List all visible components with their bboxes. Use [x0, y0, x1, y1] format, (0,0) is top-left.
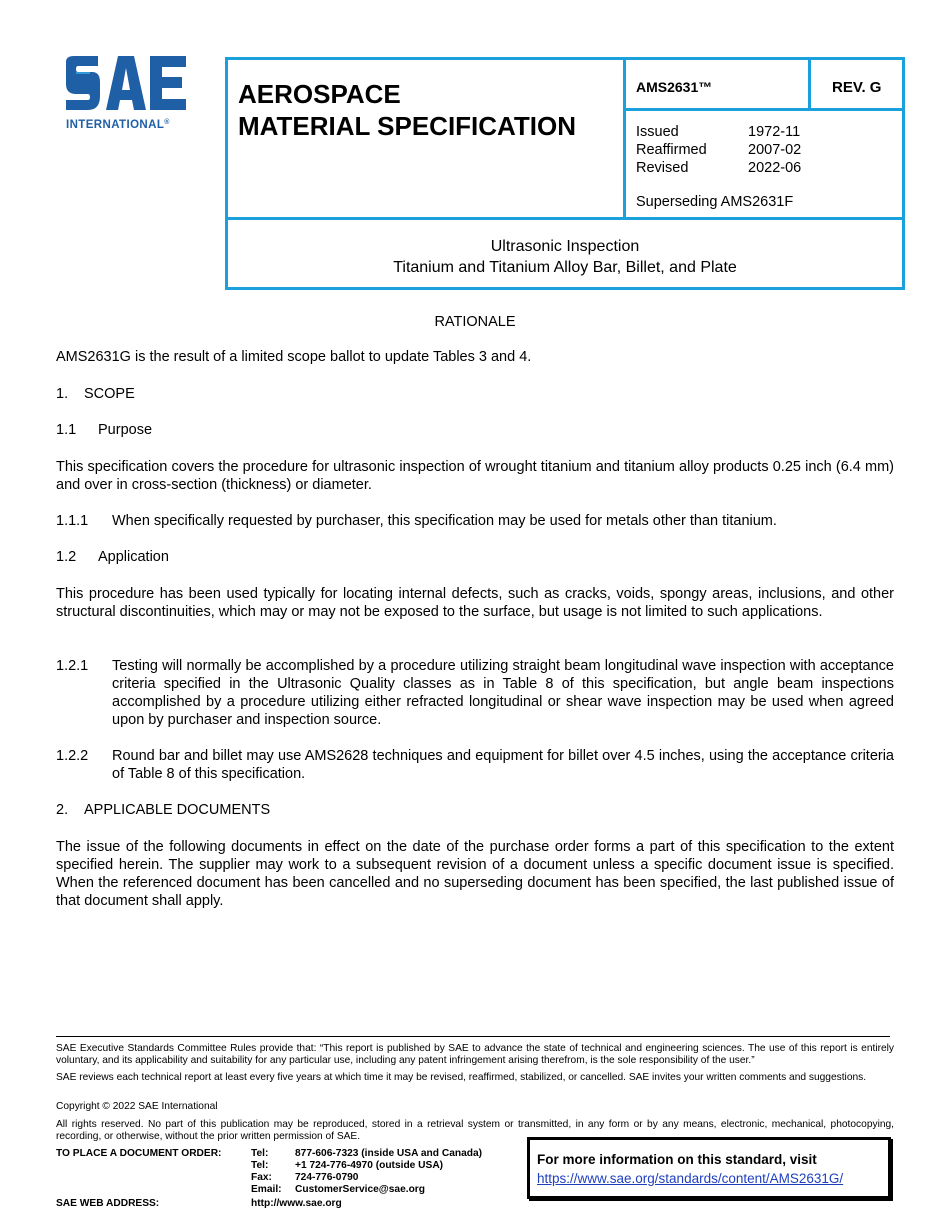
web-address-label: SAE WEB ADDRESS:: [56, 1198, 160, 1209]
standard-url-link[interactable]: https://www.sae.org/standards/content/AMS2631G/: [537, 1171, 844, 1186]
section-1-1-1-text: When specifically requested by purchaser, this specification may be used for metals other than titanium.: [112, 513, 777, 529]
section-1-1-title: Purpose: [98, 422, 153, 438]
rationale-text: AMS2631G is the result of a limited scope ballot to update Tables 3 and 4.: [56, 349, 532, 365]
section-2-title: APPLICABLE DOCUMENTS: [84, 802, 271, 818]
sae-logo-tagline: INTERNATIONAL®: [66, 119, 170, 131]
spec-type-title: AEROSPACE MATERIAL SPECIFICATION: [238, 79, 576, 141]
section-1-2-title: Application: [98, 549, 169, 565]
superseding-note: Superseding AMS2631F: [636, 194, 794, 210]
web-address-link[interactable]: http://www.sae.org: [251, 1198, 342, 1209]
section-2-text: The issue of the following documents in effect on the date of the purchase order forms a part of this specification to the extent specified herein. The supplier may work to a subsequent revision of a document unless a specific document issue is specified. When the referenced document has been cancelled and no superseding document has been specified, the last published issue of that document shall apply.: [56, 839, 894, 909]
section-1-2-2-text: Round bar and billet may use AMS2628 techniques and equipment for billet over 4.5 inches, using the acceptance criteria of Table 8 of this specification.: [112, 748, 894, 782]
section-1-2-number: 1.2: [56, 549, 77, 565]
section-1-2-text: This procedure has been used typically for locating internal defects, such as cracks, voids, spongy areas, inclusions, and other structural discontinuities, which may or may not be exposed to the surface, but usage is not limited to such applications.: [56, 586, 894, 620]
section-1-number: 1.: [56, 386, 69, 402]
order-email-link[interactable]: CustomerService@sae.org: [295, 1184, 425, 1195]
order-label: TO PLACE A DOCUMENT ORDER:: [56, 1148, 222, 1159]
section-1-2-1-text: Testing will normally be accomplished by a procedure utilizing straight beam longitudinal wave inspection with acceptance criteria specified in the Ultrasonic Quality classes as in Table 8 of this specification, but angle beam inspections accomplished by a procedure utilizing either refracted longitudinal or shear wave inspection may be used when agreed upon by purchaser and inspection source.: [112, 658, 894, 728]
rationale-heading: RATIONALE: [434, 314, 516, 330]
section-1-1-text: This specification covers the procedure for ultrasonic inspection of wrought titanium and titanium alloy products 0.25 inch (6.4 mm) and over in cross-section (thickness) or diameter.: [56, 459, 894, 493]
document-dates: Issued 1972-11 Reaffirmed 2007-02 Revised 2022-06: [636, 124, 802, 176]
more-info-title: For more information on this standard, visit: [537, 1152, 817, 1167]
section-1-1-1-number: 1.1.1: [56, 513, 89, 529]
document-subject: Ultrasonic Inspection Titanium and Titanium Alloy Bar, Billet, and Plate: [393, 238, 737, 276]
section-1-2-1-number: 1.2.1: [56, 658, 89, 674]
footer-divider: [56, 1036, 890, 1037]
footer-copyright: Copyright © 2022 SAE International: [56, 1101, 218, 1112]
order-contacts: Tel: 877-606-7323 (inside USA and Canada) Tel: +1 724-776-4970 (outside USA) Fax: 724-776-0790 Email: CustomerService@sae.org: [251, 1148, 483, 1195]
more-info-box: [527, 1137, 891, 1199]
spec-header-box: [225, 57, 905, 290]
document-number: AMS2631™: [636, 79, 713, 95]
section-1-title: SCOPE: [84, 386, 135, 402]
footer-rights-text: All rights reserved. No part of this publication may be reproduced, stored in a retrieval system or transmitted, in any form or by any means, electronic, mechanical, photocopying, recording, or otherwise, without the prior written permission of SAE.: [56, 1119, 894, 1142]
revision-label: REV. G: [832, 79, 882, 96]
footer-review-text: SAE reviews each technical report at least every five years at which time it may be revised, reaffirmed, stabilized, or cancelled. SAE invites your written comments and suggestions.: [56, 1072, 867, 1083]
section-1-1-number: 1.1: [56, 422, 77, 438]
sae-logo-mark: [66, 56, 186, 110]
section-2-number: 2.: [56, 802, 69, 818]
footer-rules-text: SAE Executive Standards Committee Rules provide that: “This report is published by SAE to advance the state of technical and engineering sciences. The use of this report is entirely voluntary, and its applicability and suitability for any particular use, including any patent infringement arising therefrom, is the sole responsibility of the user.”: [56, 1043, 894, 1066]
section-1-2-2-number: 1.2.2: [56, 748, 89, 764]
